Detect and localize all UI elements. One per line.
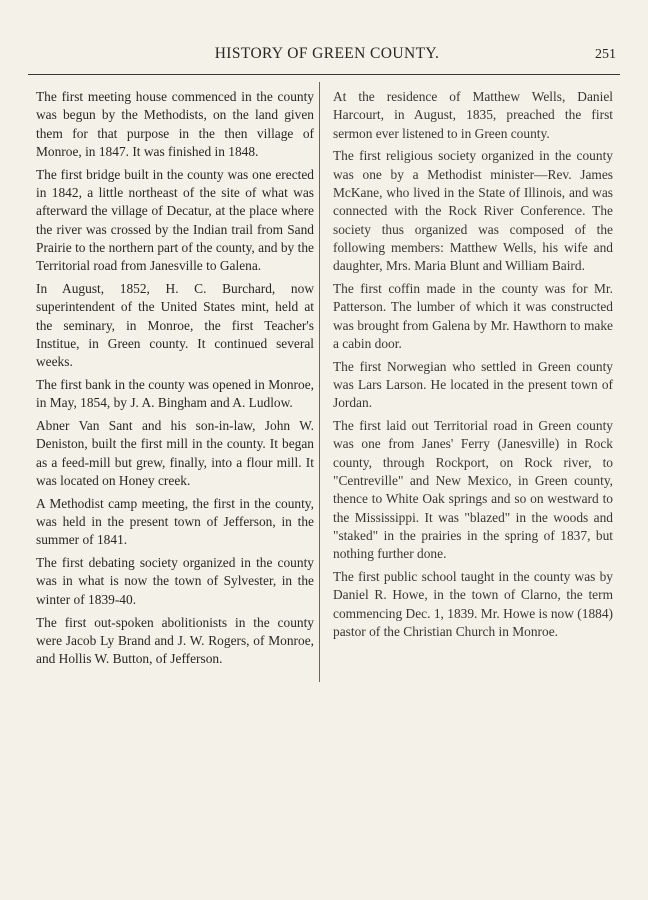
paragraph: The first Norwegian who settled in Green county was Lars Larson. He located in the present town of Jordan.	[333, 358, 613, 411]
paragraph: The first bridge built in the county was one erected in 1842, a little northeast of the site of what was afterward the village of Decatur, at the place where the river was crossed by the Indian trail from Sand Prairie to the northern part of the county, and by the Territorial road from Janesville to Galena.	[36, 166, 314, 274]
paragraph: The first coffin made in the county was for Mr. Patterson. The lumber of which it was constructed was brought from Galena by Mr. Hawthorn to make a cabin door.	[333, 280, 613, 351]
running-title: HISTORY OF GREEN COUNTY.	[214, 45, 440, 62]
left-column	[36, 88, 314, 673]
paragraph: At the residence of Matthew Wells, Daniel Harcourt, in August, 1835, preached the first sermon ever listened to in Green county.	[333, 89, 613, 141]
paragraph: The first bank in the county was opened in Monroe, in May, 1854, by J. A. Bingham and A. Ludlow.	[36, 376, 314, 411]
page-number: 251	[595, 47, 616, 62]
paragraph: The first laid out Territorial road in Green county was one from Janes' Ferry (Janesville) in Rock county, through Rockport, on Rock river, to "Centreville" and New Mexico, in Green county, thence to White Oak springs and so on westward to the Mississippi. It was "blazed" in the woods and "staked" in the prairies in the spring of 1837, but nothing further done.	[333, 418, 613, 562]
column-divider	[319, 82, 320, 682]
paragraph: The first public school taught in the county was by Daniel R. Howe, in the town of Clarno, the term commencing Dec. 1, 1839. Mr. Howe is now (1884) pastor of the Christian Church in Monroe.	[333, 568, 613, 639]
paragraph: In August, 1852, H. C. Burchard, now superintendent of the United States mint, held at the seminary, in Monroe, the first Teacher's Institue, in Green county. It continued several weeks.	[36, 280, 314, 370]
paragraph: The first religious society organized in the county was one by a Methodist minister—Rev. James McKane, who lived in the State of Illinois, and was connected with the Rock River Conference. The society thus organized was composed of the following members: Matthew Wells, his wife and daughter, Mrs. Maria Blunt and William Baird.	[333, 148, 613, 274]
paragraph: The first meeting house commenced in the county was begun by the Methodists, on the land given them for that purpose in the then village of Monroe, in 1847. It was finished in 1848.	[36, 89, 314, 159]
paragraph: The first out-spoken abolitionists in the county were Jacob Ly Brand and J. W. Rogers, of Monroe, and Hollis W. Button, of Jefferson.	[36, 614, 314, 667]
paragraph: The first debating society organized in the county was in what is now the town of Sylvester, in the winter of 1839-40.	[36, 555, 314, 607]
right-column	[333, 88, 613, 646]
paragraph: A Methodist camp meeting, the first in the county, was held in the present town of Jefferson, in the summer of 1841.	[36, 495, 314, 548]
header-rule	[28, 74, 620, 75]
paragraph: Abner Van Sant and his son-in-law, John W. Deniston, built the first mill in the county. It began as a feed-mill but grew, finally, into a flour mill. It was located on Honey creek.	[36, 418, 314, 488]
page-header	[30, 45, 624, 67]
